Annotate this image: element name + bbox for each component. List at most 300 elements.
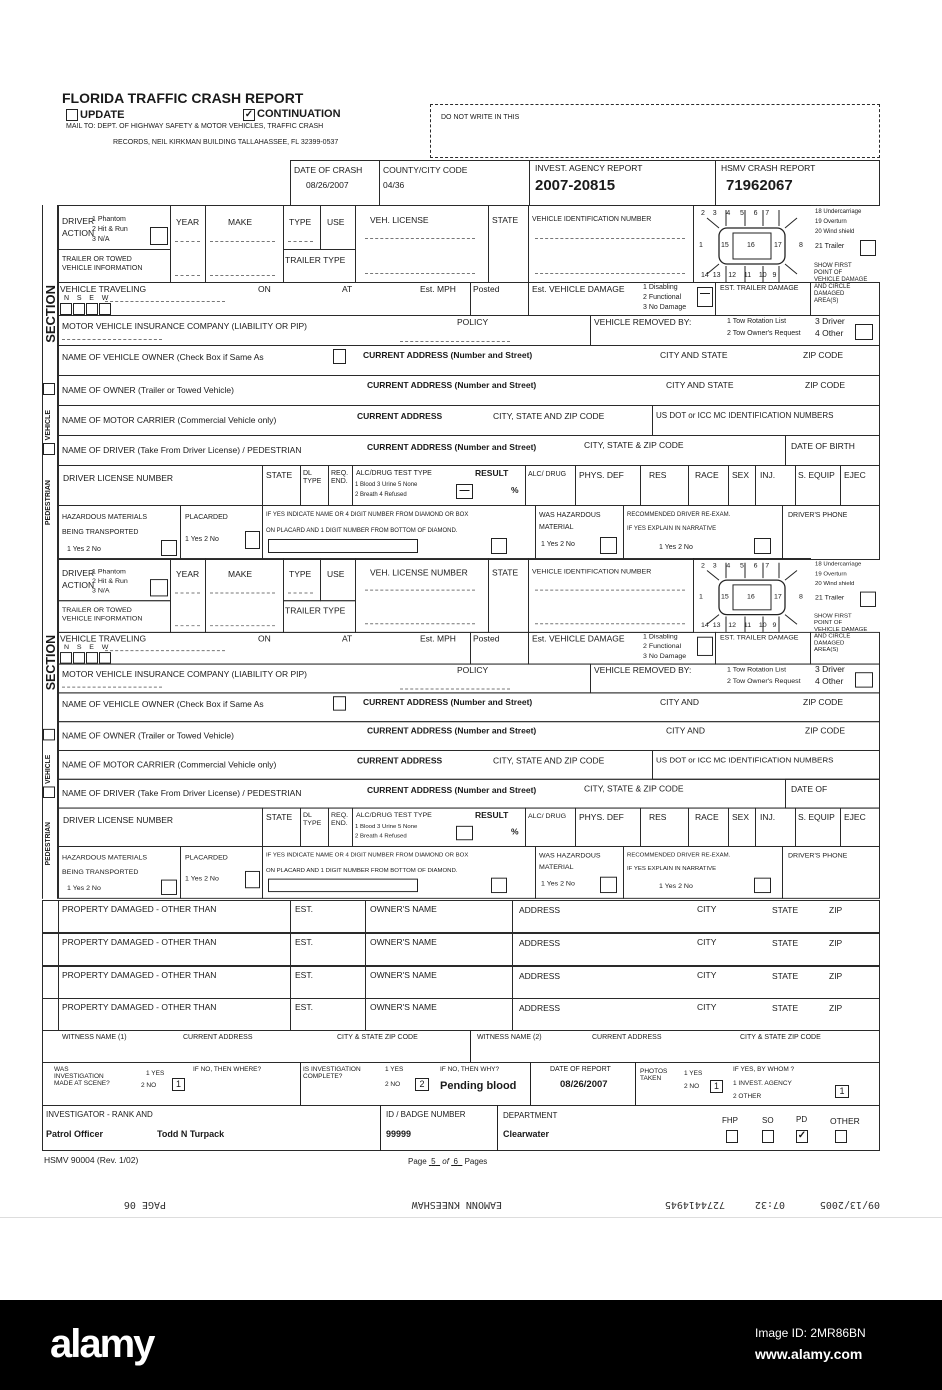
- page-number: 5: [431, 1157, 436, 1166]
- est-label: EST.: [295, 1002, 313, 1012]
- at-label: AT: [342, 633, 353, 644]
- city-label: CITY: [697, 970, 717, 980]
- note-line: POINT OF: [814, 270, 843, 276]
- est-label: EST.: [295, 904, 313, 914]
- update-checkbox[interactable]: [66, 109, 78, 121]
- re-exam-yes-no: 1 Yes 2 No: [659, 544, 693, 551]
- scene-value-box[interactable]: 1: [172, 1078, 185, 1091]
- area-3[interactable]: 3: [712, 562, 717, 570]
- south-checkbox[interactable]: [73, 652, 85, 664]
- date-of-crash-value: 08/26/2007: [306, 180, 349, 190]
- usdot-label: US DOT or ICC MC IDENTIFICATION NUMBERS: [656, 755, 834, 765]
- area-7[interactable]: 7: [765, 562, 770, 570]
- placard-number-cell: [262, 505, 536, 560]
- note-line: POINT OF: [814, 620, 843, 627]
- update-label: UPDATE: [80, 109, 125, 121]
- vin-cell: [528, 558, 694, 633]
- label-line: PHOTOS: [640, 1068, 668, 1075]
- area-9[interactable]: 9: [772, 622, 777, 630]
- trailer-owner-address-label: CURRENT ADDRESS (Number and Street): [367, 726, 537, 736]
- alc-drug-cell: [525, 465, 576, 506]
- placarded-label: PLACARDED: [185, 854, 228, 862]
- alc-drug-label: ALC/ DRUG: [528, 471, 567, 478]
- label-line: COMPLETE?: [303, 1073, 343, 1080]
- fax-page: PAGE 06: [123, 1199, 166, 1210]
- use-cell: [320, 205, 356, 250]
- trailer-type-cell: [283, 600, 356, 633]
- hazmat-cell: [58, 505, 181, 560]
- action-label: ACTION: [62, 580, 95, 590]
- area-16[interactable]: 16: [747, 242, 755, 249]
- alc-drug-label: ALC/ DRUG: [528, 813, 567, 821]
- watermark-bar: [0, 1300, 942, 1390]
- note-line: SHOW FIRST: [814, 613, 852, 620]
- of-word: of: [442, 1157, 449, 1166]
- tow-rotation-option: 1 Tow Rotation List: [727, 666, 787, 674]
- year-label: YEAR: [176, 217, 200, 227]
- hazmat-box[interactable]: [161, 880, 177, 895]
- posted-label: Posted: [473, 284, 500, 294]
- so-label: SO: [762, 1116, 774, 1125]
- disabling-option: 1 Disabling: [643, 284, 678, 291]
- re-exam-label: RECOMMENDED DRIVER RE-EXAM.: [627, 852, 731, 859]
- south-checkbox[interactable]: [73, 303, 85, 315]
- by-whom-value-box[interactable]: 1: [835, 1085, 849, 1098]
- area-1[interactable]: 1: [699, 242, 703, 249]
- area-12[interactable]: 12: [728, 622, 737, 630]
- trailer-label-2: VEHICLE INFORMATION: [62, 265, 143, 272]
- alc-test-box[interactable]: [456, 826, 473, 840]
- area-2[interactable]: 2: [701, 210, 705, 217]
- posted-cell: [470, 282, 529, 316]
- agency-report-label: INVEST. AGENCY REPORT: [535, 163, 643, 173]
- continuation-label: CONTINUATION: [257, 108, 341, 120]
- address-label: ADDRESS: [519, 938, 561, 948]
- drivers-phone-label: DRIVER'S PHONE: [788, 512, 848, 519]
- total-pages: 6: [453, 1157, 458, 1166]
- trailer-damage-box[interactable]: [860, 592, 876, 607]
- page-word: Page: [408, 1157, 427, 1166]
- hazmat-box[interactable]: [161, 540, 177, 556]
- complete-value-box[interactable]: 2: [415, 1078, 429, 1091]
- owners-name-label: OWNER'S NAME: [370, 904, 437, 914]
- hit-run-option: 2 Hit & Run: [92, 226, 128, 233]
- dl-type-label: DL: [303, 470, 312, 477]
- area-17[interactable]: 17: [774, 242, 782, 249]
- state-label: STATE: [772, 1003, 799, 1013]
- area-14[interactable]: 14: [701, 272, 709, 279]
- trailer-owner-city-label: CITY AND: [666, 726, 706, 736]
- was-hazardous-box[interactable]: [600, 537, 617, 554]
- label-line: TAKEN: [640, 1075, 662, 1082]
- dl-type-cell: [300, 808, 329, 847]
- property-damaged-row: [42, 933, 880, 966]
- note-line: DAMAGED: [814, 640, 845, 647]
- note-line: AREA(S): [814, 298, 839, 304]
- vin-cell: [528, 205, 694, 283]
- area-8[interactable]: 8: [799, 593, 803, 601]
- scene-no-option: 2 NO: [141, 1082, 157, 1089]
- county-value: 04/36: [383, 180, 405, 190]
- side-pedestrian-label: PEDESTRIAN: [45, 480, 52, 526]
- make-label: MAKE: [228, 217, 253, 227]
- race-label: RACE: [695, 812, 719, 822]
- year-cell: [170, 205, 206, 283]
- area-5[interactable]: 5: [739, 210, 744, 217]
- windshield-label: 20 Wind shield: [815, 229, 855, 235]
- re-exam-box[interactable]: [754, 538, 771, 554]
- area-8[interactable]: 8: [799, 242, 803, 249]
- na-option: 3 N/A: [92, 587, 110, 595]
- alc-test-cell: [352, 465, 526, 506]
- type-label: TYPE: [289, 569, 312, 580]
- undercarriage-label: 18 Undercarriage: [815, 209, 862, 215]
- est-mph-label: Est. MPH: [420, 284, 456, 294]
- fhp-checkbox[interactable]: [726, 1130, 738, 1143]
- direction-labels: [64, 295, 108, 303]
- est-mph-label: Est. MPH: [420, 633, 456, 644]
- north-label: N: [64, 644, 70, 652]
- side-section-label: SECTION: [43, 285, 58, 343]
- disabling-option: 1 Disabling: [643, 633, 678, 641]
- veh-license-label: VEH. LICENSE NUMBER: [370, 567, 468, 578]
- area-13[interactable]: 13: [712, 272, 721, 279]
- inj-cell: [755, 808, 796, 847]
- tow-owner-option: 2 Tow Owner's Request: [727, 678, 801, 685]
- inj-cell: [755, 465, 796, 506]
- no-damage-option: 3 No Damage: [643, 653, 687, 660]
- state-cell: [488, 205, 529, 283]
- trailer-owner-label: NAME OF OWNER (Trailer or Towed Vehicle): [62, 385, 234, 395]
- area-13[interactable]: 13: [712, 622, 721, 630]
- area-4[interactable]: 4: [726, 562, 731, 570]
- report-title: FLORIDA TRAFFIC CRASH REPORT: [62, 90, 304, 106]
- why-value: Pending blood: [440, 1080, 517, 1092]
- trailer-label-1: TRAILER OR TOWED: [62, 606, 132, 614]
- req-end-cell: [328, 808, 353, 847]
- overturn-label: 19 Overturn: [815, 219, 847, 225]
- dl-state-label: STATE: [266, 470, 293, 480]
- vehicle-checkbox[interactable]: [43, 383, 55, 395]
- est-label: EST.: [295, 970, 313, 980]
- north-checkbox[interactable]: [60, 652, 72, 664]
- placarded-cell: [180, 846, 263, 899]
- carrier-address-label: CURRENT ADDRESS: [357, 755, 443, 766]
- east-checkbox[interactable]: [86, 303, 98, 315]
- east-label: E: [89, 295, 94, 302]
- pd-checkbox[interactable]: ✓: [797, 1130, 807, 1141]
- tow-owner-option: 2 Tow Owner's Request: [727, 330, 801, 337]
- s-equip-cell: [795, 465, 841, 506]
- alamy-logo: alamy: [50, 1322, 154, 1366]
- vehicle-damage-box[interactable]: [697, 637, 713, 656]
- area-3[interactable]: 3: [712, 210, 717, 217]
- driver-label: DRIVER: [62, 568, 95, 579]
- property-damaged-label: PROPERTY DAMAGED - OTHER THAN: [62, 1002, 217, 1012]
- vehicle-removed-box[interactable]: [855, 324, 873, 340]
- s-equip-cell: [795, 808, 841, 847]
- other-option: 4 Other: [815, 676, 844, 686]
- functional-option: 2 Functional: [643, 643, 682, 651]
- area-6[interactable]: 6: [753, 210, 758, 217]
- area-4[interactable]: 4: [726, 210, 731, 217]
- owners-name-label: OWNER'S NAME: [370, 970, 437, 980]
- dob-cell: [785, 779, 880, 809]
- direction-labels: [64, 644, 108, 651]
- south-label: S: [76, 295, 82, 302]
- dl-type-label: DL: [303, 812, 312, 820]
- functional-option: 2 Functional: [643, 294, 682, 301]
- city-label: CITY: [697, 1002, 717, 1012]
- mail-to-line1: MAIL TO: DEPT. OF HIGHWAY SAFETY & MOTOR VEHICLES, TRAFFIC CRASH: [66, 123, 324, 130]
- same-as-driver-checkbox[interactable]: [333, 349, 346, 364]
- percent-label: %: [511, 826, 519, 837]
- sex-label: SEX: [732, 812, 750, 822]
- area-11[interactable]: 11: [743, 272, 752, 279]
- trailer-owner-address-label: CURRENT ADDRESS (Number and Street): [367, 380, 537, 390]
- phantom-option: 1 Phantom: [92, 568, 126, 576]
- est-trailer-damage-label: EST. TRAILER DAMAGE: [720, 634, 799, 642]
- make-cell: [205, 558, 284, 633]
- alamy-url: www.alamy.com: [755, 1346, 863, 1362]
- damage-diagram: [693, 558, 811, 633]
- note-line: SHOW FIRST: [814, 263, 852, 269]
- fax-time: 07:32: [754, 1199, 785, 1210]
- was-hazardous-cell: [535, 846, 624, 899]
- dl-type-label-2: TYPE: [303, 478, 322, 485]
- by-whom-label: IF YES, BY WHOM ?: [733, 1066, 795, 1073]
- result-label: RESULT: [475, 810, 509, 821]
- pedestrian-checkbox[interactable]: [43, 443, 55, 455]
- inj-label: INJ.: [760, 470, 776, 480]
- year-cell: [170, 558, 206, 633]
- placarded-cell: [180, 505, 263, 560]
- use-label: USE: [327, 569, 345, 580]
- photos-taken-label: [640, 1068, 667, 1082]
- dl-number-label: DRIVER LICENSE NUMBER: [63, 815, 174, 825]
- re-exam-yes-no: 1 Yes 2 No: [659, 883, 693, 891]
- area-17[interactable]: 17: [774, 593, 782, 601]
- placard-instruction-2: ON PLACARD AND 1 DIGIT NUMBER FROM BOTTOM OF DIAMOND.: [266, 528, 458, 534]
- area-2[interactable]: 2: [701, 562, 705, 570]
- continuation-checkbox[interactable]: ✓: [244, 109, 254, 120]
- investigator-rank: Patrol Officer: [46, 1129, 104, 1139]
- date-of-report-label: DATE OF REPORT: [550, 1066, 611, 1073]
- west-label: W: [101, 644, 109, 652]
- property-damaged-label: PROPERTY DAMAGED - OTHER THAN: [62, 904, 217, 914]
- note-line: AND CIRCLE: [814, 633, 851, 640]
- note-line: VEHICLE DAMAGE: [814, 277, 868, 283]
- photos-yes-option: 1 YES: [684, 1070, 703, 1077]
- if-no-why-label: IF NO, THEN WHY?: [440, 1066, 500, 1073]
- area-10[interactable]: 10: [758, 272, 767, 279]
- agency-report-value: 2007-20815: [535, 177, 616, 194]
- east-checkbox[interactable]: [86, 652, 98, 664]
- veh-license-cell: [355, 205, 489, 283]
- driver-action-box[interactable]: [150, 227, 168, 245]
- dl-state-label: STATE: [266, 812, 293, 822]
- dl-type-label-2: TYPE: [303, 820, 322, 827]
- vehicle-damage-box[interactable]: —: [697, 287, 713, 307]
- pedestrian-checkbox[interactable]: [43, 786, 55, 798]
- trailer-type-label: TRAILER TYPE: [285, 255, 346, 265]
- note-line: DAMAGED: [814, 291, 845, 297]
- race-cell: [688, 808, 729, 847]
- area-10[interactable]: 10: [758, 622, 767, 630]
- pages-word: Pages: [464, 1157, 488, 1166]
- west-checkbox[interactable]: [99, 303, 111, 315]
- trailer-owner-zip-label: ZIP CODE: [805, 380, 845, 390]
- re-exam-cell: [623, 846, 783, 899]
- note-line: AND CIRCLE: [814, 284, 851, 290]
- diagram-bottom-numbers: [701, 622, 776, 629]
- vehicle-removed-label: VEHICLE REMOVED BY:: [594, 665, 692, 676]
- area-5[interactable]: 5: [739, 562, 744, 570]
- was-hazardous-box[interactable]: [600, 877, 617, 893]
- trailer-damage-box[interactable]: [860, 240, 876, 256]
- address-label: ADDRESS: [519, 1003, 561, 1013]
- north-label: N: [64, 295, 70, 302]
- alc-test-label: ALC/DRUG TEST TYPE: [356, 470, 432, 477]
- phys-def-cell: [575, 808, 641, 847]
- form-number: HSMV 90004 (Rev. 1/02): [44, 1155, 139, 1165]
- placarded-box[interactable]: [245, 871, 260, 888]
- ejec-label: EJEC: [844, 470, 866, 480]
- photos-value-box[interactable]: 1: [710, 1080, 723, 1093]
- placard-digit-box[interactable]: [491, 878, 507, 893]
- vehicle-traveling-label: VEHICLE TRAVELING: [60, 633, 147, 644]
- end-label: END.: [331, 820, 348, 827]
- placarded-box[interactable]: [245, 531, 260, 549]
- placard-number-cell: [262, 846, 536, 899]
- usdot-cell: [652, 405, 880, 436]
- was-hazardous-cell: [535, 505, 624, 560]
- other-dept-label: OTHER: [830, 1116, 860, 1126]
- witness-1-label: WITNESS NAME (1): [62, 1034, 127, 1041]
- area-1[interactable]: 1: [699, 593, 703, 601]
- placarded-yes-no: 1 Yes 2 No: [185, 875, 219, 883]
- vehicle-checkbox[interactable]: [43, 729, 55, 741]
- alc-options-2: 2 Breath 4 Refused: [355, 833, 407, 840]
- res-cell: [640, 465, 689, 506]
- area-11[interactable]: 11: [743, 622, 752, 630]
- driver-name-label: NAME OF DRIVER (Take From Driver License) / PEDESTRIAN: [62, 445, 302, 455]
- fax-phone: 7274414945: [664, 1199, 725, 1210]
- end-label: END.: [331, 478, 348, 485]
- west-label: W: [101, 295, 109, 302]
- req-label: REQ.: [331, 470, 349, 477]
- trailer-damage-label: 21 Trailer: [815, 243, 845, 250]
- area-15[interactable]: 15: [721, 242, 729, 249]
- property-damaged-label: PROPERTY DAMAGED - OTHER THAN: [62, 937, 217, 947]
- trailer-type-label: TRAILER TYPE: [285, 606, 346, 616]
- diagram-top-numbers: [701, 210, 769, 218]
- same-as-driver-checkbox[interactable]: [333, 696, 346, 710]
- phantom-option: 1 Phantom: [92, 216, 126, 223]
- na-option: 3 N/A: [92, 236, 110, 243]
- type-cell: [283, 205, 321, 250]
- placard-digit-box[interactable]: [491, 538, 507, 554]
- sex-cell: [728, 465, 756, 506]
- dob-cell: [785, 435, 880, 466]
- trailer-owner-label: NAME OF OWNER (Trailer or Towed Vehicle): [62, 730, 234, 741]
- vehicle-removed-box[interactable]: [855, 672, 873, 687]
- state-label: STATE: [772, 938, 799, 948]
- alc-test-cell: [352, 808, 526, 847]
- motor-carrier-label: NAME OF MOTOR CARRIER (Commercial Vehicle only): [62, 759, 277, 770]
- driver-city-label: CITY, STATE & ZIP CODE: [584, 783, 684, 794]
- area-15[interactable]: 15: [721, 593, 729, 601]
- area-16[interactable]: 16: [747, 593, 755, 601]
- address-label: ADDRESS: [519, 971, 561, 981]
- trailer-damage-label: 21 Trailer: [815, 594, 845, 602]
- policy-label: POLICY: [457, 665, 489, 676]
- north-checkbox[interactable]: [60, 303, 72, 315]
- area-7[interactable]: 7: [765, 210, 770, 217]
- area-14[interactable]: 14: [701, 622, 709, 630]
- est-trailer-damage-label: EST. TRAILER DAMAGE: [720, 285, 799, 292]
- hit-run-option: 2 Hit & Run: [92, 578, 128, 585]
- state-cell: [488, 558, 529, 633]
- area-6[interactable]: 6: [753, 562, 758, 570]
- south-label: S: [76, 644, 82, 652]
- state-label: STATE: [492, 215, 519, 225]
- hazmat-yes-no: 1 Yes 2 No: [67, 885, 101, 893]
- hsmv-report-label: HSMV CRASH REPORT: [721, 163, 816, 173]
- was-hazardous-label: WAS HAZARDOUS: [539, 512, 601, 519]
- driver-action-box[interactable]: [150, 579, 168, 596]
- placarded-yes-no: 1 Yes 2 No: [185, 536, 219, 543]
- on-label: ON: [258, 633, 271, 644]
- west-checkbox[interactable]: [99, 652, 111, 664]
- vin-label: VEHICLE IDENTIFICATION NUMBER: [532, 216, 652, 223]
- placarded-label: PLACARDED: [185, 514, 228, 521]
- driver-option: 3 Driver: [815, 664, 845, 675]
- type-cell: [283, 558, 321, 601]
- area-12[interactable]: 12: [728, 272, 737, 279]
- property-damaged-row: [42, 998, 880, 1031]
- fax-date: 09/13/2005: [819, 1199, 880, 1210]
- other-option: 2 OTHER: [733, 1093, 762, 1100]
- re-exam-cell: [623, 505, 783, 560]
- make-cell: [205, 205, 284, 283]
- re-exam-box[interactable]: [754, 878, 771, 893]
- result-label: RESULT: [475, 468, 509, 478]
- fhp-label: FHP: [722, 1116, 738, 1125]
- material-label: MATERIAL: [539, 864, 574, 871]
- dl-number-cell: [58, 465, 263, 506]
- re-exam-label: RECOMMENDED DRIVER RE-EXAM.: [627, 512, 731, 518]
- area-9[interactable]: 9: [772, 272, 777, 279]
- property-damaged-row: [42, 900, 880, 933]
- so-checkbox[interactable]: [762, 1130, 774, 1143]
- agency-report-cell: [529, 160, 716, 206]
- placard-number-input[interactable]: [268, 879, 418, 892]
- being-transported-label: BEING TRANSPORTED: [62, 869, 139, 876]
- other-dept-checkbox[interactable]: [835, 1130, 847, 1143]
- carrier-city-label: CITY, STATE AND ZIP CODE: [493, 411, 605, 421]
- vehicle-removed-label: VEHICLE REMOVED BY:: [594, 317, 692, 327]
- damage-diagram: [693, 205, 811, 283]
- trailer-label-1: TRAILER OR TOWED: [62, 256, 132, 263]
- alc-test-box[interactable]: —: [456, 484, 473, 499]
- fax-header-line: [60, 1194, 880, 1210]
- hazmat-label: HAZARDOUS MATERIALS: [62, 854, 148, 862]
- placard-number-input[interactable]: [268, 539, 418, 553]
- tow-rotation-option: 1 Tow Rotation List: [727, 318, 787, 325]
- do-not-write-box: [430, 104, 880, 158]
- est-vehicle-damage-label: Est. VEHICLE DAMAGE: [532, 284, 625, 294]
